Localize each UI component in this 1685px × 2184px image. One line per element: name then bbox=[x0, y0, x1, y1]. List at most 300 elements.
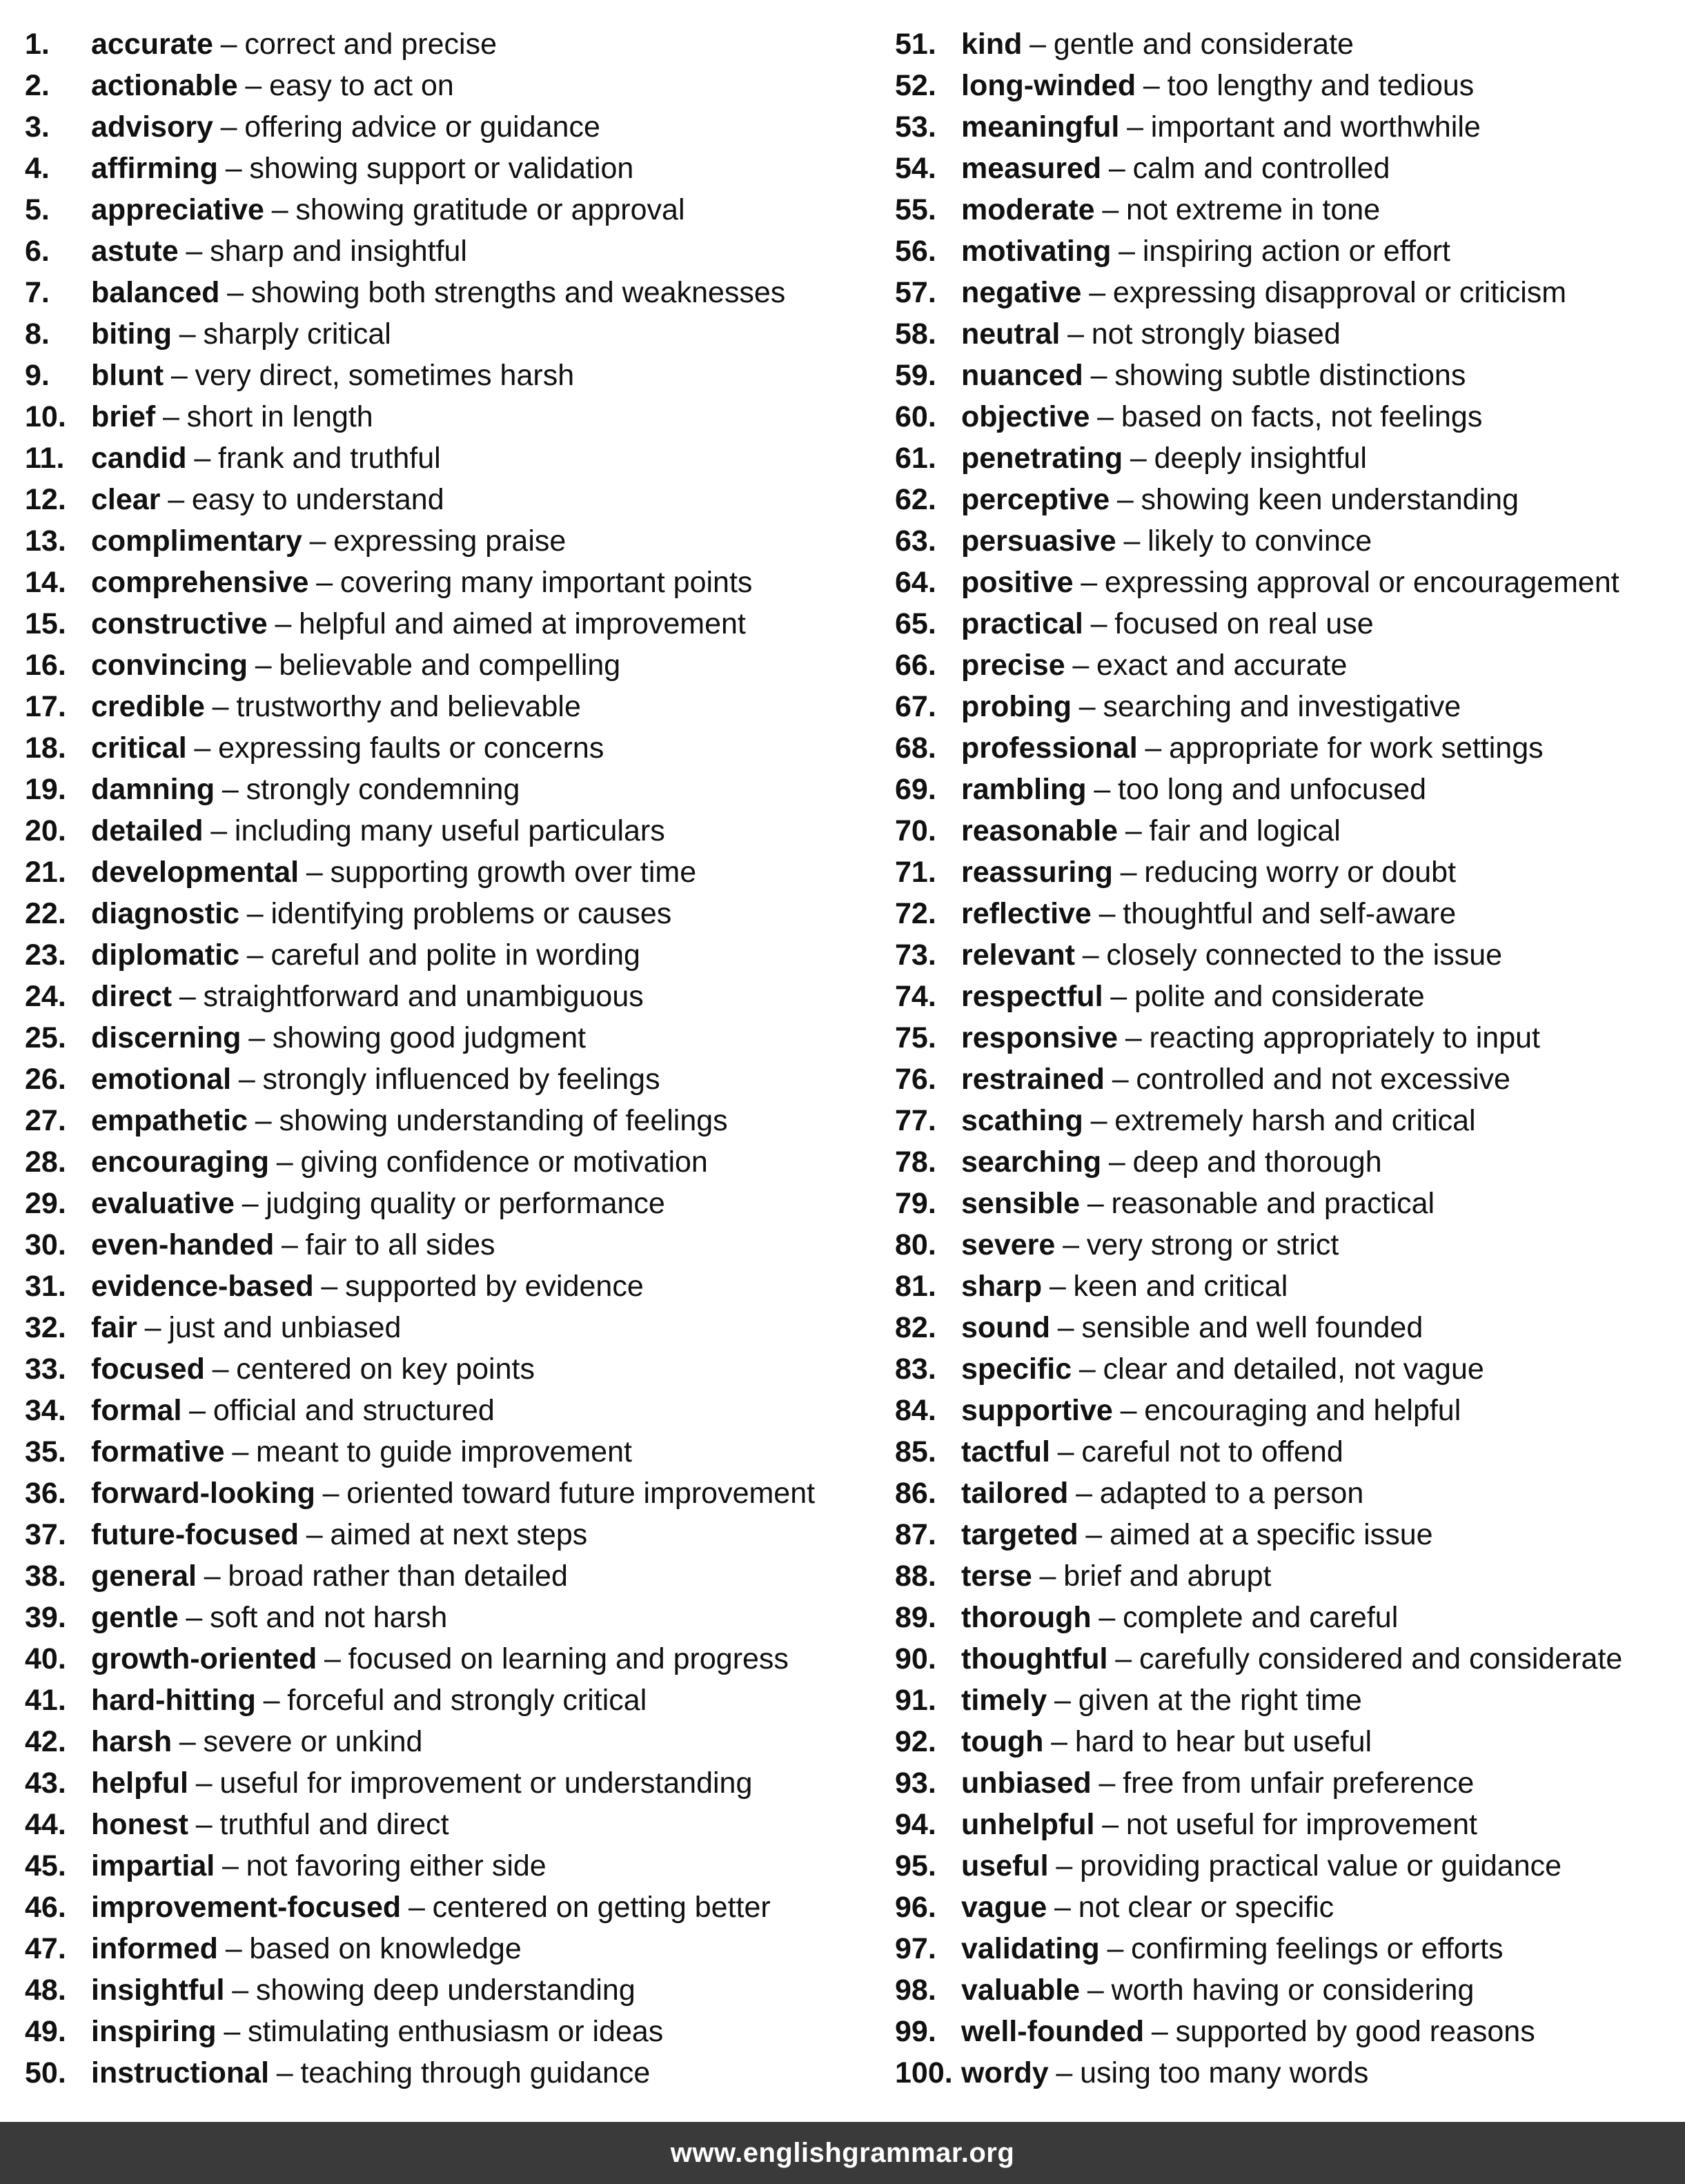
entry-number: 12. bbox=[25, 483, 66, 516]
list-item bbox=[895, 1597, 1682, 1638]
list-item bbox=[895, 976, 1682, 1017]
entry-number: 4. bbox=[25, 152, 50, 185]
list-item bbox=[895, 934, 1682, 976]
entry-word: evaluative bbox=[91, 1187, 235, 1220]
list-item bbox=[895, 1348, 1682, 1390]
entry-number: 98. bbox=[895, 1974, 936, 2007]
entry-definition: important and worthwhile bbox=[1150, 110, 1481, 144]
entry-word: honest bbox=[91, 1808, 188, 1841]
list-item bbox=[895, 355, 1682, 396]
entry-definition: centered on getting better bbox=[432, 1891, 771, 1924]
entry-number: 80. bbox=[895, 1228, 936, 1261]
entry-word: even-handed bbox=[91, 1228, 275, 1261]
entry-separator: – bbox=[224, 2015, 241, 2048]
list-item bbox=[895, 1762, 1682, 1804]
entry-text bbox=[961, 189, 1380, 230]
entry-text bbox=[961, 2011, 1535, 2052]
list-item bbox=[895, 1183, 1682, 1224]
entry-definition: teaching through guidance bbox=[300, 2056, 651, 2089]
list-item bbox=[25, 1431, 867, 1473]
entry-number: 13. bbox=[25, 524, 66, 558]
entry-number: 51. bbox=[895, 28, 936, 61]
entry-text bbox=[91, 2052, 650, 2094]
entry-definition: keen and critical bbox=[1073, 1270, 1288, 1303]
entry-word: diagnostic bbox=[91, 897, 240, 930]
entry-definition: helpful and aimed at improvement bbox=[299, 607, 746, 640]
list-item bbox=[895, 189, 1682, 230]
entry-word: nuanced bbox=[961, 359, 1083, 392]
entry-definition: careful not to offend bbox=[1081, 1435, 1343, 1468]
entry-definition: truthful and direct bbox=[219, 1808, 449, 1841]
entry-word: supportive bbox=[961, 1394, 1113, 1427]
entry-definition: controlled and not excessive bbox=[1136, 1063, 1510, 1096]
entry-text bbox=[961, 1141, 1382, 1183]
entry-text bbox=[961, 1969, 1474, 2011]
list-item bbox=[895, 396, 1682, 437]
entry-text bbox=[961, 934, 1502, 976]
entry-text bbox=[91, 106, 600, 148]
entry-number: 20. bbox=[25, 814, 66, 847]
entry-number: 50. bbox=[25, 2056, 66, 2089]
entry-number: 49. bbox=[25, 2015, 66, 2048]
entry-separator: – bbox=[1120, 856, 1137, 889]
entry-word: reflective bbox=[961, 897, 1092, 930]
entry-word: evidence-based bbox=[91, 1270, 314, 1303]
entry-word: appreciative bbox=[91, 193, 264, 226]
entry-word: sharp bbox=[961, 1270, 1043, 1303]
entry-number: 59. bbox=[895, 359, 936, 392]
list-item bbox=[895, 1680, 1682, 1721]
entry-separator: – bbox=[195, 1767, 213, 1800]
entry-word: emotional bbox=[91, 1063, 232, 1096]
entry-word: growth-oriented bbox=[91, 1642, 317, 1675]
list-item bbox=[895, 1017, 1682, 1059]
entry-number: 47. bbox=[25, 1932, 66, 1965]
entry-word: advisory bbox=[91, 110, 213, 144]
entry-word: unbiased bbox=[961, 1767, 1092, 1800]
list-item bbox=[25, 272, 867, 313]
entry-separator: – bbox=[212, 1352, 229, 1386]
entry-definition: clear and detailed, not vague bbox=[1103, 1352, 1484, 1386]
list-item bbox=[895, 148, 1682, 189]
entry-separator: – bbox=[1089, 276, 1106, 309]
entry-separator: – bbox=[263, 1684, 280, 1717]
entry-definition: oriented toward future improvement bbox=[346, 1477, 816, 1510]
entry-text bbox=[961, 810, 1341, 852]
entry-text bbox=[91, 148, 633, 189]
entry-text bbox=[961, 1390, 1461, 1431]
entry-definition: using too many words bbox=[1080, 2056, 1369, 2089]
entry-text bbox=[91, 1721, 422, 1762]
entry-definition: complete and careful bbox=[1123, 1601, 1399, 1634]
entry-text bbox=[91, 1638, 789, 1680]
entry-word: biting bbox=[91, 317, 173, 351]
entry-text bbox=[91, 686, 581, 727]
entry-separator: – bbox=[1090, 359, 1107, 392]
entry-text bbox=[91, 934, 640, 976]
entry-separator: – bbox=[1130, 442, 1147, 475]
entry-text bbox=[961, 1224, 1339, 1266]
entry-text bbox=[91, 230, 467, 272]
list-item bbox=[25, 1514, 867, 1555]
entry-separator: – bbox=[1054, 1684, 1071, 1717]
list-item bbox=[25, 852, 867, 893]
entry-word: restrained bbox=[961, 1063, 1105, 1096]
entry-number: 27. bbox=[25, 1104, 66, 1137]
entry-word: blunt bbox=[91, 359, 164, 392]
entry-text bbox=[91, 769, 520, 810]
entry-number: 69. bbox=[895, 773, 936, 806]
entry-separator: – bbox=[255, 649, 272, 682]
entry-word: formal bbox=[91, 1394, 182, 1427]
entry-text bbox=[961, 1431, 1343, 1473]
entry-definition: showing subtle distinctions bbox=[1114, 359, 1466, 392]
list-item bbox=[25, 437, 867, 479]
entry-definition: reasonable and practical bbox=[1111, 1187, 1435, 1220]
entry-number: 11. bbox=[25, 442, 65, 475]
entry-definition: carefully considered and considerate bbox=[1139, 1642, 1623, 1675]
entry-separator: – bbox=[179, 317, 196, 351]
entry-text bbox=[91, 810, 665, 852]
entry-word: neutral bbox=[961, 317, 1061, 351]
entry-definition: covering many important points bbox=[339, 566, 753, 599]
entry-separator: – bbox=[1127, 110, 1144, 144]
entry-text bbox=[961, 1597, 1398, 1638]
entry-text bbox=[91, 645, 620, 686]
entry-word: hard-hitting bbox=[91, 1684, 256, 1717]
entry-definition: including many useful particulars bbox=[234, 814, 665, 847]
entry-definition: supported by evidence bbox=[345, 1270, 644, 1303]
entry-text bbox=[91, 976, 644, 1017]
entry-text bbox=[961, 769, 1426, 810]
entry-text bbox=[91, 1969, 635, 2011]
entry-text bbox=[91, 1017, 586, 1059]
entry-text bbox=[961, 355, 1466, 396]
entry-separator: – bbox=[225, 152, 242, 185]
entry-definition: very direct, sometimes harsh bbox=[195, 359, 575, 392]
entry-definition: reacting appropriately to input bbox=[1149, 1021, 1541, 1054]
list-item bbox=[25, 396, 867, 437]
entry-definition: supporting growth over time bbox=[330, 856, 697, 889]
entry-separator: – bbox=[1056, 1849, 1073, 1882]
entry-separator: – bbox=[194, 731, 211, 765]
entry-word: validating bbox=[961, 1932, 1100, 1965]
entry-number: 84. bbox=[895, 1394, 936, 1427]
list-item bbox=[25, 148, 867, 189]
entry-definition: sharp and insightful bbox=[210, 235, 467, 268]
list-item bbox=[895, 686, 1682, 727]
entry-number: 36. bbox=[25, 1477, 66, 1510]
entry-separator: – bbox=[221, 1849, 239, 1882]
entry-text bbox=[961, 645, 1347, 686]
entry-definition: short in length bbox=[186, 400, 373, 433]
entry-separator: – bbox=[1098, 897, 1116, 930]
entry-definition: showing understanding of feelings bbox=[279, 1104, 728, 1137]
entry-text bbox=[91, 313, 391, 355]
entry-number: 31. bbox=[25, 1270, 66, 1303]
entry-word: long-winded bbox=[961, 69, 1136, 102]
entry-definition: soft and not harsh bbox=[210, 1601, 448, 1634]
entry-text bbox=[91, 1680, 647, 1721]
list-item bbox=[895, 1100, 1682, 1141]
entry-number: 55. bbox=[895, 193, 936, 226]
entry-text bbox=[91, 1307, 401, 1348]
entry-definition: sharply critical bbox=[203, 317, 391, 351]
entry-word: discerning bbox=[91, 1021, 242, 1054]
entry-separator: – bbox=[275, 607, 292, 640]
entry-word: respectful bbox=[961, 980, 1103, 1013]
entry-separator: – bbox=[1057, 1311, 1074, 1344]
entry-word: objective bbox=[961, 400, 1090, 433]
entry-text bbox=[961, 1680, 1362, 1721]
entry-separator: – bbox=[220, 110, 237, 144]
list-item bbox=[895, 1845, 1682, 1887]
entry-text bbox=[91, 1845, 546, 1887]
list-item bbox=[895, 520, 1682, 562]
list-item bbox=[25, 934, 867, 976]
entry-number: 63. bbox=[895, 524, 936, 558]
entry-number: 37. bbox=[25, 1518, 66, 1551]
entry-text bbox=[91, 1887, 771, 1928]
entry-definition: not extreme in tone bbox=[1126, 193, 1381, 226]
entry-word: tough bbox=[961, 1725, 1044, 1758]
entry-definition: free from unfair preference bbox=[1123, 1767, 1475, 1800]
list-item bbox=[895, 727, 1682, 769]
list-item bbox=[25, 603, 867, 645]
entry-number: 25. bbox=[25, 1021, 66, 1054]
entry-definition: showing deep understanding bbox=[255, 1974, 635, 2007]
entry-separator: – bbox=[232, 1435, 249, 1468]
list-item bbox=[25, 313, 867, 355]
entry-word: gentle bbox=[91, 1601, 179, 1634]
entry-separator: – bbox=[1143, 69, 1160, 102]
entry-number: 94. bbox=[895, 1808, 936, 1841]
entry-word: reassuring bbox=[961, 856, 1113, 889]
entry-number: 29. bbox=[25, 1187, 66, 1220]
list-item bbox=[895, 810, 1682, 852]
entry-separator: – bbox=[221, 773, 239, 806]
list-item bbox=[895, 852, 1682, 893]
entry-text bbox=[91, 1928, 522, 1969]
entry-number: 73. bbox=[895, 938, 936, 972]
entry-definition: not useful for improvement bbox=[1125, 1808, 1477, 1841]
entry-number: 100. bbox=[895, 2056, 953, 2089]
entry-word: convincing bbox=[91, 649, 248, 682]
list-item bbox=[895, 65, 1682, 106]
entry-word: negative bbox=[961, 276, 1082, 309]
entry-word: persuasive bbox=[961, 524, 1116, 558]
entry-definition: focused on real use bbox=[1114, 607, 1374, 640]
entry-number: 8. bbox=[25, 317, 50, 351]
entry-number: 26. bbox=[25, 1063, 66, 1096]
entry-text bbox=[961, 1514, 1433, 1555]
entry-separator: – bbox=[1082, 938, 1099, 972]
entry-separator: – bbox=[1063, 1228, 1079, 1261]
entry-separator: – bbox=[144, 1311, 161, 1344]
entry-number: 92. bbox=[895, 1725, 936, 1758]
entry-word: critical bbox=[91, 731, 187, 765]
entry-text bbox=[91, 479, 444, 520]
list-item bbox=[895, 2052, 1682, 2094]
entry-word: damning bbox=[91, 773, 215, 806]
list-item bbox=[25, 355, 867, 396]
entry-text bbox=[91, 1141, 708, 1183]
entry-definition: careful and polite in wording bbox=[270, 938, 640, 972]
entry-separator: – bbox=[1098, 1767, 1116, 1800]
footer-url[interactable]: www.englishgrammar.org bbox=[670, 2137, 1015, 2168]
entry-separator: – bbox=[232, 1974, 249, 2007]
list-item bbox=[25, 1224, 867, 1266]
entry-number: 7. bbox=[25, 276, 50, 309]
entry-definition: giving confidence or motivation bbox=[300, 1145, 708, 1179]
list-item bbox=[895, 1307, 1682, 1348]
entry-separator: – bbox=[1029, 28, 1047, 61]
list-item bbox=[25, 1059, 867, 1100]
entry-word: general bbox=[91, 1560, 197, 1593]
entry-definition: fair to all sides bbox=[305, 1228, 495, 1261]
list-item bbox=[25, 810, 867, 852]
entry-number: 82. bbox=[895, 1311, 936, 1344]
entry-number: 15. bbox=[25, 607, 66, 640]
entry-definition: based on knowledge bbox=[249, 1932, 522, 1965]
entry-word: empathetic bbox=[91, 1104, 248, 1137]
entry-definition: easy to act on bbox=[269, 69, 454, 102]
entry-text bbox=[91, 520, 566, 562]
entry-word: practical bbox=[961, 607, 1083, 640]
entry-word: meaningful bbox=[961, 110, 1120, 144]
entry-separator: – bbox=[1087, 1187, 1104, 1220]
entry-number: 67. bbox=[895, 690, 936, 723]
entry-number: 62. bbox=[895, 483, 936, 516]
entry-text bbox=[961, 396, 1482, 437]
list-item bbox=[895, 1059, 1682, 1100]
entry-word: rambling bbox=[961, 773, 1087, 806]
entry-text bbox=[961, 1762, 1474, 1804]
entry-number: 46. bbox=[25, 1891, 66, 1924]
entry-word: actionable bbox=[91, 69, 238, 102]
list-item bbox=[895, 106, 1682, 148]
entry-text bbox=[961, 65, 1474, 106]
entry-number: 6. bbox=[25, 235, 50, 268]
entry-text bbox=[91, 852, 696, 893]
entry-number: 86. bbox=[895, 1477, 936, 1510]
list-item bbox=[895, 230, 1682, 272]
entry-word: encouraging bbox=[91, 1145, 270, 1179]
list-item bbox=[895, 893, 1682, 934]
entry-text bbox=[91, 189, 685, 230]
entry-number: 95. bbox=[895, 1849, 936, 1882]
list-item bbox=[25, 2052, 867, 2094]
entry-definition: polite and considerate bbox=[1134, 980, 1425, 1013]
entry-word: scathing bbox=[961, 1104, 1083, 1137]
entry-word: clear bbox=[91, 483, 161, 516]
entry-separator: – bbox=[1120, 1394, 1137, 1427]
entry-number: 30. bbox=[25, 1228, 66, 1261]
entry-word: reasonable bbox=[961, 814, 1119, 847]
entry-word: motivating bbox=[961, 235, 1112, 268]
entry-definition: brief and abrupt bbox=[1063, 1560, 1272, 1593]
list-item bbox=[25, 1887, 867, 1928]
list-item bbox=[25, 645, 867, 686]
entry-definition: severe or unkind bbox=[203, 1725, 423, 1758]
entry-number: 32. bbox=[25, 1311, 66, 1344]
list-item bbox=[25, 1348, 867, 1390]
entry-separator: – bbox=[1076, 1477, 1092, 1510]
list-item bbox=[25, 1100, 867, 1141]
list-item bbox=[895, 1555, 1682, 1597]
entry-number: 2. bbox=[25, 69, 50, 102]
entry-number: 16. bbox=[25, 649, 66, 682]
entry-separator: – bbox=[255, 1104, 272, 1137]
entry-word: balanced bbox=[91, 276, 220, 309]
entry-number: 89. bbox=[895, 1601, 936, 1634]
list-item bbox=[895, 1721, 1682, 1762]
entry-word: instructional bbox=[91, 2056, 270, 2089]
entry-separator: – bbox=[170, 359, 188, 392]
entry-text bbox=[91, 893, 671, 934]
entry-word: complimentary bbox=[91, 524, 302, 558]
entry-separator: – bbox=[1039, 1560, 1056, 1593]
entry-definition: deep and thorough bbox=[1132, 1145, 1382, 1179]
entry-text bbox=[91, 1597, 447, 1638]
entry-text bbox=[961, 2052, 1368, 2094]
list-item bbox=[895, 1473, 1682, 1514]
entry-separator: – bbox=[1078, 690, 1096, 723]
entry-separator: – bbox=[227, 276, 244, 309]
entry-separator: – bbox=[316, 566, 333, 599]
entry-number: 40. bbox=[25, 1642, 66, 1675]
entry-text bbox=[91, 1390, 495, 1431]
list-item bbox=[25, 230, 867, 272]
entry-separator: – bbox=[324, 1642, 341, 1675]
entry-definition: easy to understand bbox=[191, 483, 444, 516]
entry-word: thoughtful bbox=[961, 1642, 1108, 1675]
entry-separator: – bbox=[246, 897, 264, 930]
entry-definition: likely to convince bbox=[1147, 524, 1372, 558]
entry-number: 91. bbox=[895, 1684, 936, 1717]
entry-word: focused bbox=[91, 1352, 205, 1386]
list-item bbox=[25, 1969, 867, 2011]
entry-text bbox=[961, 1845, 1561, 1887]
entry-word: sound bbox=[961, 1311, 1050, 1344]
list-item bbox=[25, 1473, 867, 1514]
entry-separator: – bbox=[1123, 524, 1141, 558]
entry-text bbox=[91, 1514, 587, 1555]
entry-separator: – bbox=[1102, 1808, 1119, 1841]
entry-separator: – bbox=[1108, 1145, 1125, 1179]
list-item bbox=[895, 1224, 1682, 1266]
entry-number: 76. bbox=[895, 1063, 936, 1096]
entry-text bbox=[961, 1804, 1477, 1845]
entry-text bbox=[91, 1431, 632, 1473]
entry-number: 5. bbox=[25, 193, 50, 226]
entry-definition: stimulating enthusiasm or ideas bbox=[247, 2015, 664, 2048]
entry-number: 28. bbox=[25, 1145, 66, 1179]
entry-number: 88. bbox=[895, 1560, 936, 1593]
entry-text bbox=[91, 272, 785, 313]
entry-text bbox=[91, 1348, 535, 1390]
entry-separator: – bbox=[1097, 400, 1114, 433]
entry-separator: – bbox=[1078, 1352, 1096, 1386]
entry-definition: encouraging and helpful bbox=[1144, 1394, 1461, 1427]
entry-definition: gentle and considerate bbox=[1053, 28, 1354, 61]
entry-word: detailed bbox=[91, 814, 204, 847]
entry-word: unhelpful bbox=[961, 1808, 1095, 1841]
entry-separator: – bbox=[1094, 773, 1111, 806]
list-item bbox=[25, 1266, 867, 1307]
entry-separator: – bbox=[306, 856, 323, 889]
entry-separator: – bbox=[309, 524, 326, 558]
